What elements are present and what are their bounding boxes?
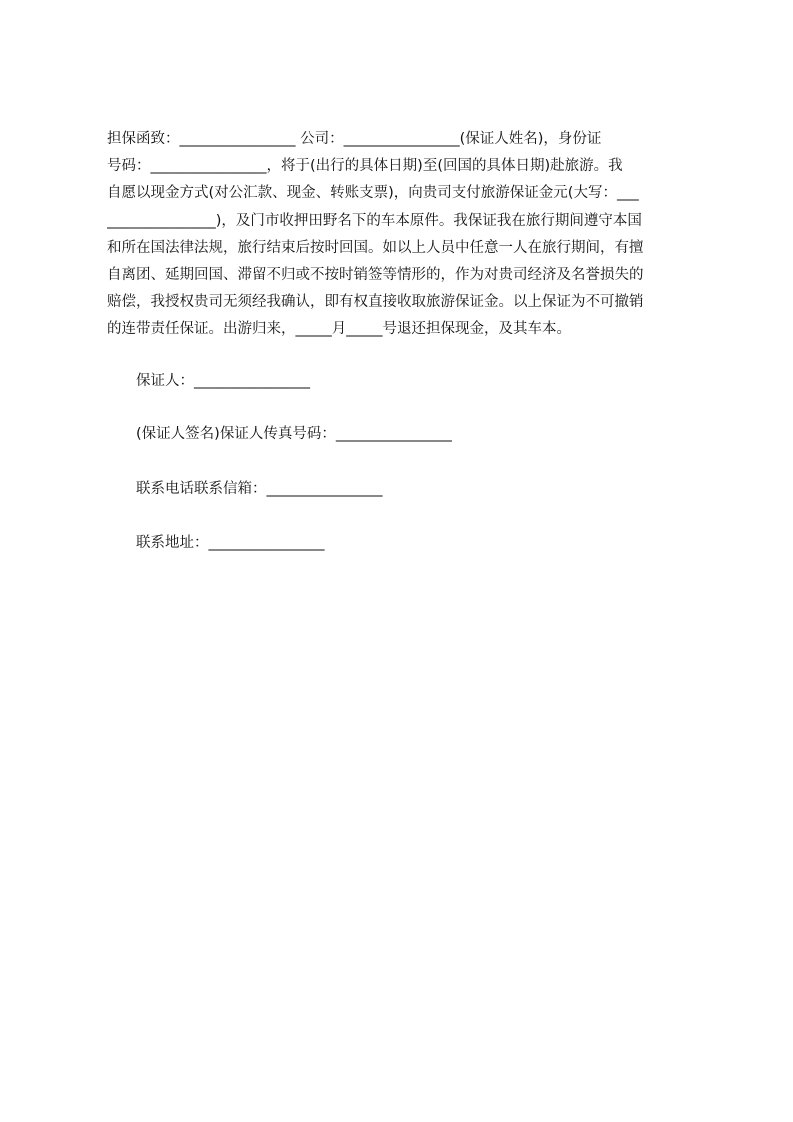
phone-email-field: 联系电话联系信箱：________________	[136, 481, 383, 497]
paragraph-line: 的连带责任保证。出游归来，_____月_____号退还担保现金，及其车本。	[107, 321, 571, 338]
paragraph-line: 号码：________________，将于(出行的具体日期)至(回国的具体日期)赴旅游。我	[107, 158, 623, 175]
signature-fax-field: (保证人签名)保证人传真号码：________________	[136, 426, 452, 442]
paragraph-line: 赔偿，我授权贵司无须经我确认，即有权直接收取旅游保证金。以上保证为不可撤销	[107, 294, 644, 311]
paragraph-line: 和所在国法律法规，旅行结束后按时回国。如以上人员中任意一人在旅行期间，有擅	[107, 239, 644, 256]
guarantee-letter-paragraph	[107, 126, 699, 344]
paragraph-line: 自离团、延期回国、滞留不归或不按时销签等情形的，作为对贵司经济及名誉损失的	[107, 266, 644, 283]
address-field: 联系地址：________________	[136, 535, 325, 551]
paragraph-line: 担保函致：________________ 公司：________________(保证人姓名)，身份证	[107, 131, 602, 147]
paragraph-line: _______________)，及门市收押田野名下的车本原件。我保证我在旅行期间遵守本国	[107, 212, 642, 229]
paragraph-line: 自愿以现金方式(对公汇款、现金、转账支票)，向贵司支付旅游保证金元(大写：___	[107, 185, 639, 202]
guarantor-field: 保证人：________________	[136, 373, 310, 389]
